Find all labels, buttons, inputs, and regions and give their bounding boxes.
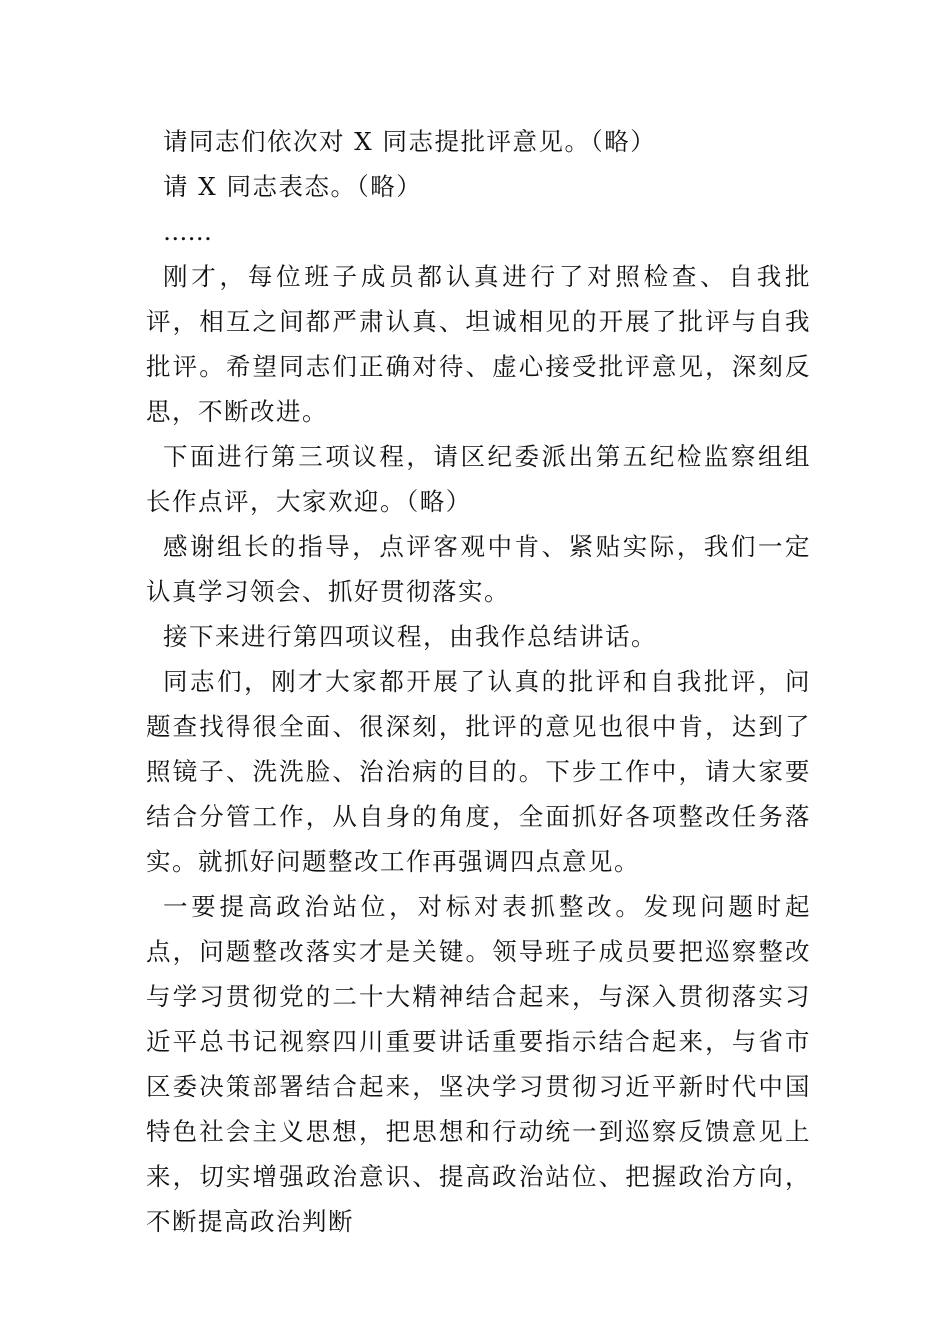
paragraph-thanks: 感谢组长的指导，点评客观中肯、紧贴实际，我们一定认真学习领会、抓好贯彻落实。 [146,532,811,606]
paragraph-ellipsis: …… [163,217,212,246]
paragraph-closing-intro: 同志们，刚才大家都开展了认真的批评和自我批评，问题查找得很全面、很深刻，批评的意见也很中肯，达到了照镜子、洗洗脸、治治病的目的。下步工作中，请大家要结合分管工作，从自身的角度，全面抓好各项整改任务落实。就抓好问题整改工作再强调四点意见。 [146,667,811,876]
document-body [146,119,811,1244]
paragraph-fourth-agenda: 接下来进行第四项议程，由我作总结讲话。 [163,622,657,651]
paragraph-criticism-request: 请同志们依次对 X 同志提批评意见。（略） [163,127,657,156]
paragraph-third-agenda: 下面进行第三项议程，请区纪委派出第五纪检监察组组长作点评，大家欢迎。（略） [146,442,811,516]
paragraph-statement-request: 请 X 同志表态。（略） [163,172,423,201]
paragraph-review-summary: 刚才，每位班子成员都认真进行了对照检查、自我批评，相互之间都严肃认真、坦诚相见的开展了批评与自我批评。希望同志们正确对待、虚心接受批评意见，深刻反思，不断改进。 [146,262,811,426]
paragraph-point-one: 一要提高政治站位，对标对表抓整改。发现问题时起点，问题整改落实才是关键。领导班子成员要把巡察整改与学习贯彻党的二十大精神结合起来，与深入贯彻落实习近平总书记视察四川重要讲话重要指示结合起来，与省市区委决策部署结合起来，坚决学习贯彻习近平新时代中国特色社会主义思想，把思想和行动统一到巡察反馈意见上来，切实增强政治意识、提高政治站位、把握政治方向，不断提高政治判断 [146,892,811,1236]
